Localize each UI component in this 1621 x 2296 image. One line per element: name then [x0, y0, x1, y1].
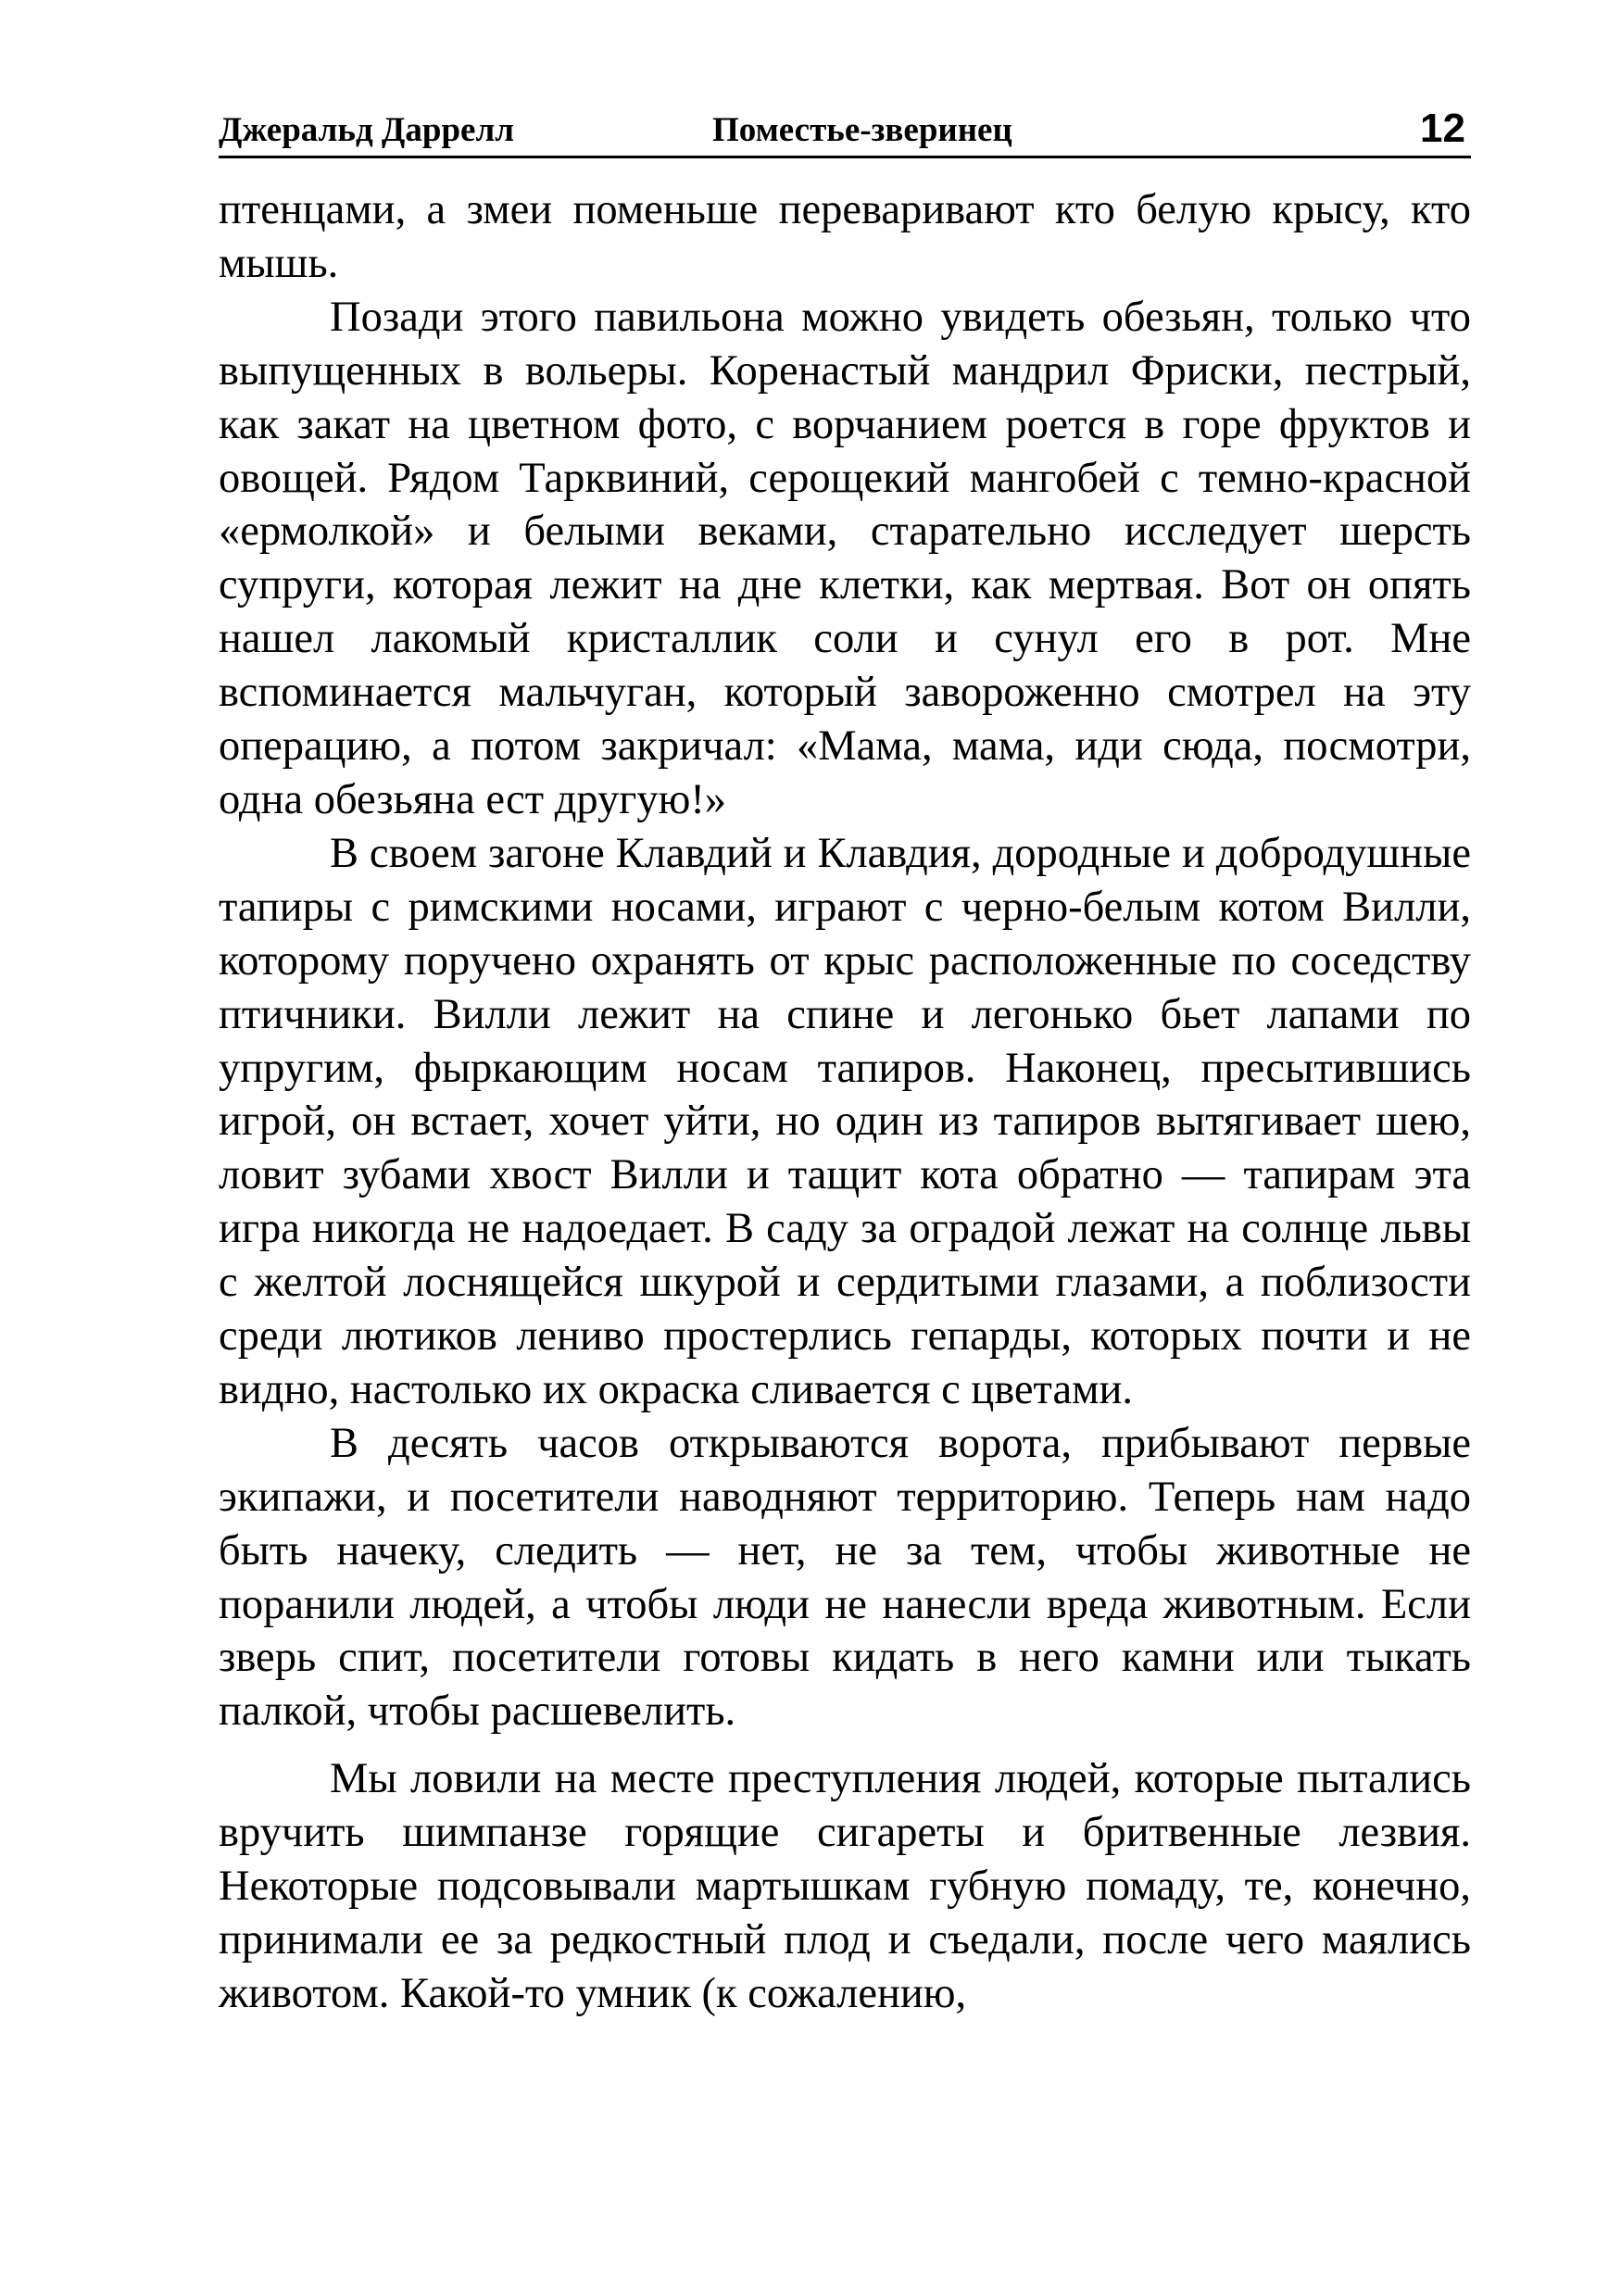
paragraph-continuation: птенцами, а змеи поменьше переваривают кто белую крысу, кто мышь.: [219, 186, 1471, 287]
paragraph-monkeys: Позади этого павильона можно увидеть обезьян, только что выпущенных в вольеры. Коренастый мандрил Фриски, пестрый, как закат на цветном фото, с ворчанием роется в горе фруктов и овощей. Рядом Тарквиний, серощекий мангобей с темно-красной «ермолкой» и белыми веками, старательно исследует шерсть супруги, которая лежит на дне клетки, как мертвая. Вот он опять нашел лакомый кристаллик соли и сунул его в рот. Мне вспоминается мальчуган, который завороженно смотрел на эту операцию, а потом закричал: «Мама, мама, иди сюда, посмотри, одна обезьяна ест другую!»: [219, 293, 1471, 823]
paragraph-visitors: В десять часов открываются ворота, прибывают первые экипажи, и посетители наводняют территорию. Теперь нам надо быть начеку, следить — нет, не за тем, чтобы животные не поранили людей, а чтобы люди не нанесли вреда животным. Если зверь спит, посетители готовы кидать в него камни или тыкать палкой, чтобы расшевелить.: [219, 1419, 1471, 1736]
paragraph-offenders: Мы ловили на месте преступления людей, которые пытались вручить шимпанзе горящие сигареты и бритвенные лезвия. Некоторые подсовывали мартышкам губную помаду, те, конечно, принимали ее за редкостный плод и съедали, после чего маялись животом. Какой-то умник (к сожалению,: [219, 1755, 1471, 2017]
running-header: [219, 100, 1471, 158]
header-author: Джеральд Даррелл: [219, 111, 514, 149]
body-text: [219, 183, 1471, 2021]
paragraph-tapirs: В своем загоне Клавдий и Клавдия, дородные и добродушные тапиры с римскими носами, играют с черно-белым котом Вилли, которому поручено охранять от крыс расположенные по соседству птичники. Вилли лежит на спине и легонько бьет лапами по упругим, фыркающим носам тапиров. Наконец, пресытившись игрой, он встает, хочет уйти, но один из тапиров вытягивает шею, ловит зубами хвост Вилли и тащит кота обратно — тапирам эта игра никогда не надоедает. В саду за оградой лежат на солнце львы с желтой лоснящейся шкурой и сердитыми глазами, а поблизости среди лютиков лениво простерлись гепарды, которых почти и не видно, настолько их окраска сливается с цветами.: [219, 829, 1471, 1413]
header-book-title: Поместье-зверинец: [712, 111, 1012, 149]
page-number: 12: [1420, 106, 1465, 151]
